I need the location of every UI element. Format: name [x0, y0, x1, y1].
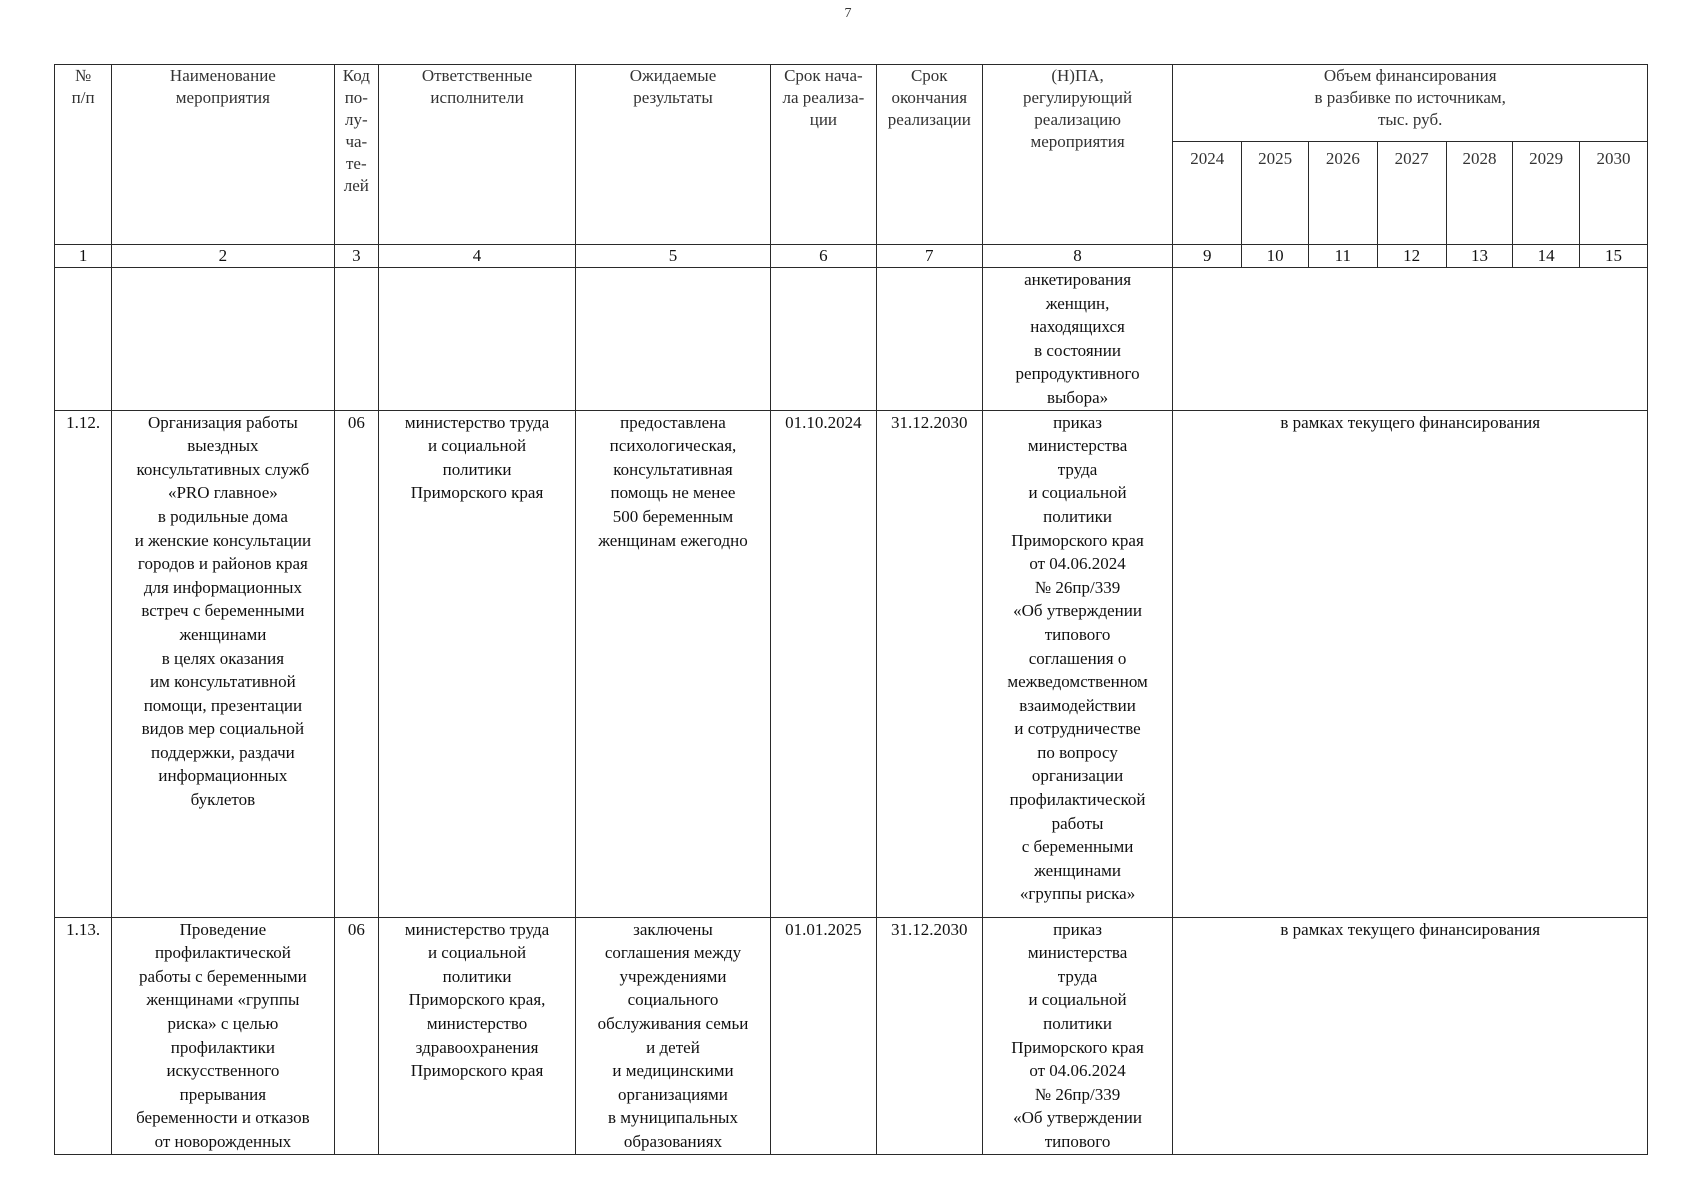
- row-start: 01.01.2025: [770, 917, 876, 1154]
- column-number: 14: [1513, 245, 1580, 268]
- column-numbers-row: [55, 245, 1648, 268]
- continuation-npa: анкетирования женщин, находящихся в состоянии репродуктивного выбора»: [982, 268, 1173, 411]
- header-num: № п/п: [55, 65, 112, 245]
- table-row: [55, 410, 1648, 917]
- header-year: 2027: [1377, 142, 1446, 245]
- row-end: 31.12.2030: [876, 410, 982, 917]
- header-start: Срок нача- ла реализа- ции: [770, 65, 876, 245]
- row-results: заключены соглашения между учреждениями социального обслуживания семьи и детей и медицинскими организациями в муниципальных образованиях: [576, 917, 771, 1154]
- row-results: предоставлена психологическая, консультативная помощь не менее 500 беременным женщинам ежегодно: [576, 410, 771, 917]
- header-year: 2024: [1173, 142, 1242, 245]
- column-number: 1: [55, 245, 112, 268]
- header-year: 2030: [1580, 142, 1648, 245]
- table-cell: [379, 268, 576, 411]
- table-cell: [112, 268, 334, 411]
- header-npa: (Н)ПА, регулирующий реализацию мероприятия: [982, 65, 1173, 245]
- header-code: Код по- лу- ча- те- лей: [334, 65, 378, 245]
- table-row: [55, 917, 1648, 1154]
- row-name: Организация работы выездных консультативных служб «PRO главное» в родильные дома и женские консультации городов и районов края для информационных встреч с беременными женщинами в целях оказания им консультативной помощи, презентации видов мер социальной поддержки, раздачи информационных буклетов: [112, 410, 334, 917]
- header-row: [55, 65, 1648, 142]
- header-end: Срок окончания реализации: [876, 65, 982, 245]
- header-year: 2028: [1446, 142, 1513, 245]
- row-executors: министерство труда и социальной политики Приморского края, министерство здравоохранения Приморского края: [379, 917, 576, 1154]
- column-number: 11: [1308, 245, 1377, 268]
- column-number: 13: [1446, 245, 1513, 268]
- row-npa: приказ министерства труда и социальной политики Приморского края от 04.06.2024 № 26пр/339 «Об утверждении типового соглашения о межведомственном взаимодействии и сотрудничестве по вопросу организации профилактической работы с беременными женщинами «группы риска»: [982, 410, 1173, 917]
- row-npa: приказ министерства труда и социальной политики Приморского края от 04.06.2024 № 26пр/339 «Об утверждении типового: [982, 917, 1173, 1154]
- header-name: Наименование мероприятия: [112, 65, 334, 245]
- row-code: 06: [334, 410, 378, 917]
- row-num: 1.13.: [55, 917, 112, 1154]
- row-executors: министерство труда и социальной политики Приморского края: [379, 410, 576, 917]
- row-financing: в рамках текущего финансирования: [1173, 917, 1648, 1154]
- column-number: 8: [982, 245, 1173, 268]
- column-number: 5: [576, 245, 771, 268]
- table-cell: [576, 268, 771, 411]
- column-number: 3: [334, 245, 378, 268]
- column-number: 2: [112, 245, 334, 268]
- column-number: 12: [1377, 245, 1446, 268]
- table-cell: [334, 268, 378, 411]
- measures-table: [54, 64, 1648, 1155]
- row-num: 1.12.: [55, 410, 112, 917]
- row-code: 06: [334, 917, 378, 1154]
- table-cell: [876, 268, 982, 411]
- row-financing: в рамках текущего финансирования: [1173, 410, 1648, 917]
- header-year: 2025: [1242, 142, 1309, 245]
- continuation-row: [55, 268, 1648, 411]
- page-number: 7: [844, 6, 852, 21]
- row-end: 31.12.2030: [876, 917, 982, 1154]
- row-name: Проведение профилактической работы с беременными женщинами «группы риска» с целью профилактики искусственного прерывания беременности и отказов от новорожденных: [112, 917, 334, 1154]
- header-year: 2026: [1308, 142, 1377, 245]
- header-results: Ожидаемые результаты: [576, 65, 771, 245]
- column-number: 9: [1173, 245, 1242, 268]
- header-year: 2029: [1513, 142, 1580, 245]
- table-cell: [55, 268, 112, 411]
- header-financing: Объем финансирования в разбивке по источникам, тыс. руб.: [1173, 65, 1648, 142]
- row-start: 01.10.2024: [770, 410, 876, 917]
- column-number: 7: [876, 245, 982, 268]
- table-cell: [770, 268, 876, 411]
- column-number: 6: [770, 245, 876, 268]
- column-number: 4: [379, 245, 576, 268]
- column-number: 10: [1242, 245, 1309, 268]
- table-cell: [1173, 268, 1648, 411]
- column-number: 15: [1580, 245, 1648, 268]
- header-executors: Ответственные исполнители: [379, 65, 576, 245]
